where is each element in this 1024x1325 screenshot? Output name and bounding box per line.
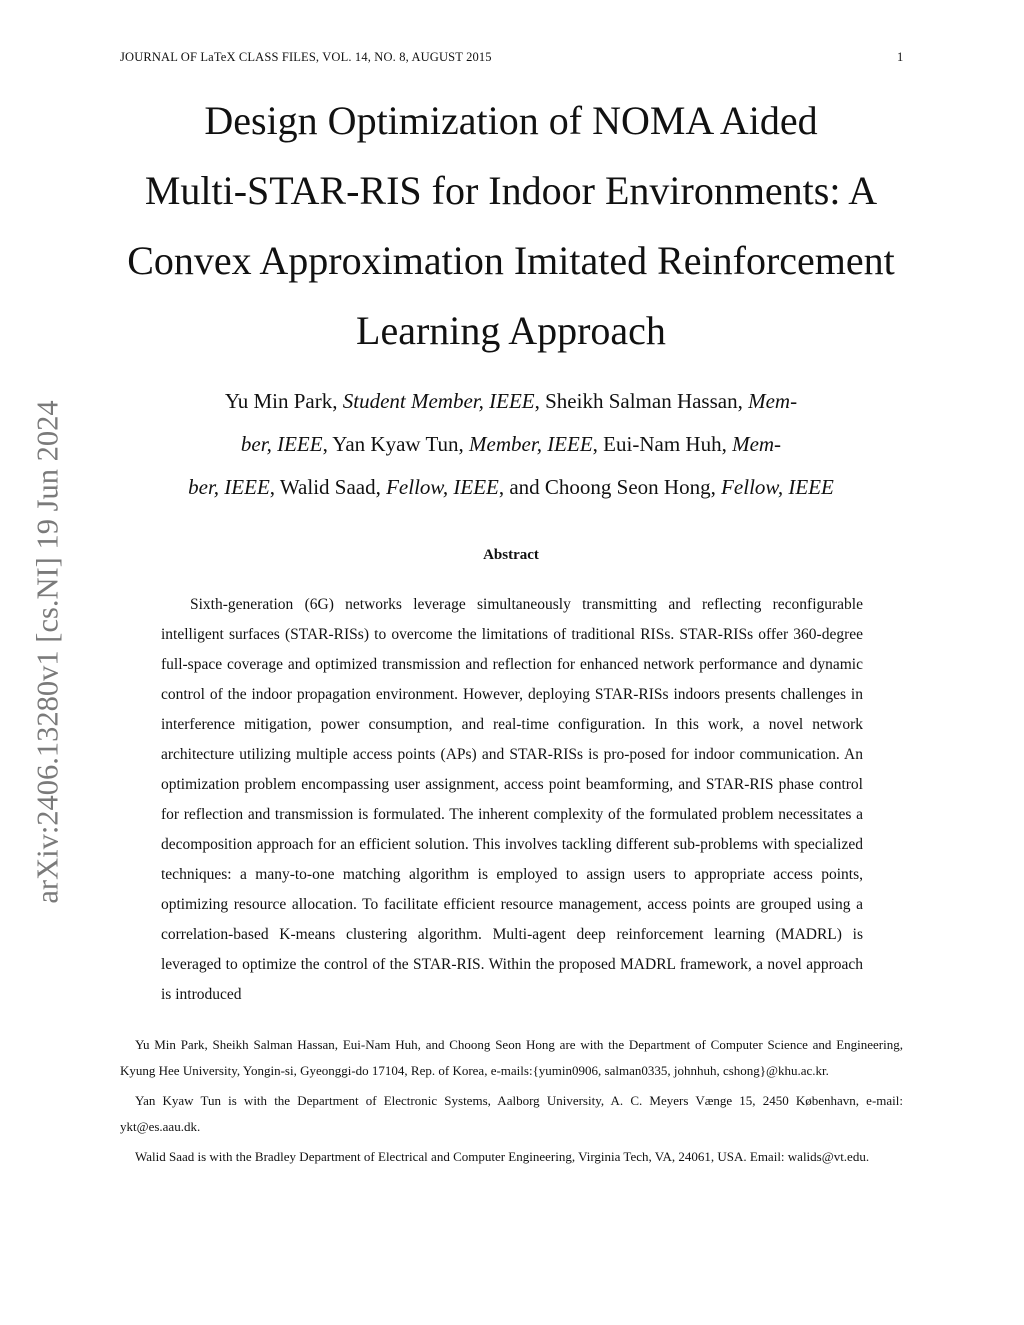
footnote: Walid Saad is with the Bradley Department of Electrical and Computer Engineering, Virginia Tech, VA, 24061, USA. Email: walids@vt.edu. — [135, 1149, 870, 1164]
author-membership: Fellow, IEEE — [386, 475, 499, 499]
title-line: Design Optimization of NOMA Aided — [204, 98, 818, 143]
author-line — [100, 380, 922, 423]
footnote: Yu Min Park, Sheikh Salman Hassan, Eui-Nam Huh, and Choong Seon Hong are with the Department of Computer Science and Engineering, Kyung Hee University, Yongin-si, Gyeonggi-do 17104, Rep. of Korea, e-mails:{yumin0906, salman0335, johnhuh, cshong}@khu.ac.kr. — [120, 1037, 903, 1078]
abstract-body: Sixth-generation (6G) networks leverage simultaneously transmitting and reflecting reconfigurable intelligent surfaces (STAR-RISs) to overcome the limitations of traditional RISs. STAR-RISs offer 360-degree full-space coverage and optimized transmission and reflection for enhanced network performance and dynamic control of the indoor propagation environment. However, deploying STAR-RISs indoors presents challenges in interference mitigation, power consumption, and real-time configuration. In this work, a novel network architecture utilizing multiple access points (APs) and STAR-RISs is pro-posed for indoor communication. An optimization problem encompassing user assignment, access point beamforming, and STAR-RIS phase control for reflection and transmission is formulated. The inherent complexity of the formulated problem necessitates a decomposition approach for an efficient solution. This involves tackling different sub-problems with specialized techniques: a many-to-one matching algorithm is employed to assign users to appropriate access points, optimizing resource allocation. To facilitate efficient resource management, access points are grouped using a correlation-based K-means clustering algorithm. Multi-agent deep reinforcement learning (MADRL) is leveraged to optimize the control of the STAR-RIS. Within the proposed MADRL framework, a novel approach is introduced — [161, 596, 863, 1003]
author-name: , Sheikh Salman Hassan, — [534, 389, 749, 413]
author-membership: Student Member, IEEE — [342, 389, 535, 413]
abstract-heading: Abstract — [483, 547, 539, 563]
author-membership: Fellow, IEEE — [721, 475, 834, 499]
author-line — [100, 466, 922, 509]
author-membership: ber, IEEE — [240, 432, 323, 456]
author-affiliation-footnotes — [120, 1032, 903, 1174]
title-line: Learning Approach — [356, 308, 666, 353]
author-membership: Member, IEEE — [469, 432, 593, 456]
page-number: 1 — [897, 50, 904, 64]
title-line: Multi-STAR-RIS for Indoor Environments: A — [144, 168, 878, 213]
author-name: , and Choong Seon Hong, — [498, 475, 722, 499]
author-name: , Eui-Nam Huh, — [592, 432, 733, 456]
author-name: , Walid Saad, — [269, 475, 387, 499]
arxiv-identifier-stamp: arXiv:2406.13280v1 [cs.NI] 19 Jun 2024 — [30, 400, 65, 904]
author-membership: Mem- — [748, 389, 798, 413]
author-line — [100, 423, 922, 466]
author-membership: ber, IEEE — [188, 475, 270, 499]
footnote: Yan Kyaw Tun is with the Department of Electronic Systems, Aalborg University, A. C. Meyers Vænge 15, 2450 København, e-mail: ykt@es.aau.dk. — [120, 1093, 903, 1134]
paper-title — [100, 86, 922, 366]
author-membership: Mem- — [732, 432, 782, 456]
author-list — [100, 380, 922, 509]
title-line: Convex Approximation Imitated Reinforcement — [127, 238, 895, 283]
running-head: JOURNAL OF LaTeX CLASS FILES, VOL. 14, NO. 8, AUGUST 2015 — [120, 50, 492, 64]
author-name: Yu Min Park, — [224, 389, 343, 413]
author-name: , Yan Kyaw Tun, — [322, 432, 470, 456]
